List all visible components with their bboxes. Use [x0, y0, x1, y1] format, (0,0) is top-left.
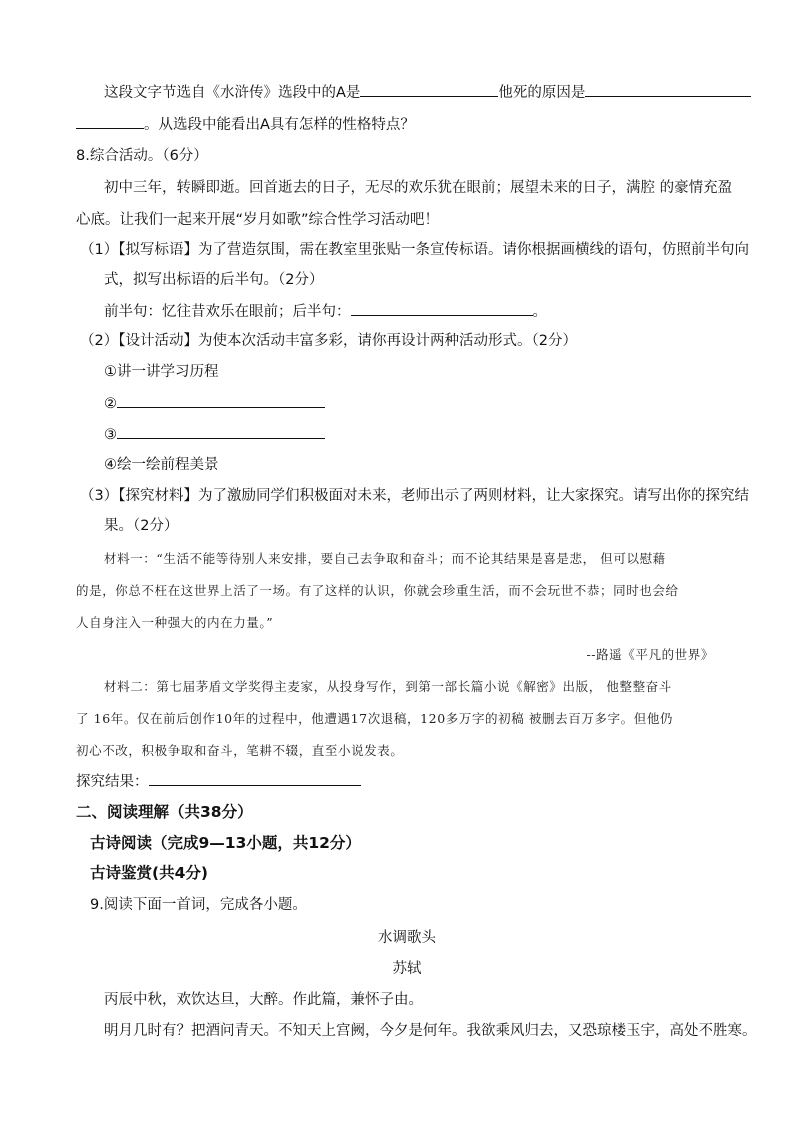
activity-item-4: ④绘一绘前程美景 [104, 457, 219, 473]
slogan-prefix: 前半句：忆往昔欢乐在眼前；后半句： [104, 304, 351, 320]
material1-source: --路遥《平凡的世界》 [586, 647, 714, 662]
q8-heading: 8.综合活动。（6分） [76, 148, 208, 164]
poem-preface: 丙辰中秋，欢饮达旦，大醉。作此篇，兼怀子由。 [104, 992, 423, 1008]
section2-heading: 二、阅读理解（共38分） [76, 803, 253, 821]
answer-blank-a[interactable] [360, 82, 498, 97]
activity-item-2 [104, 393, 325, 414]
q8-intro-1: 初中三年，转瞬即逝。回首逝去的日子，无尽的欢乐犹在眼前；展望未来的日子，满腔 的豪情充盈 [104, 180, 733, 196]
material1-line-2: 的是，你总不枉在这世界上活了一场。有了这样的认识，你就会珍重生活，而不会玩世不恭；同时也会给 [76, 583, 679, 598]
q8-part1-line-2: 式，拟写出标语的后半句。（2分） [104, 272, 324, 288]
poem-line-1: 明月几时有？把酒问青天。不知天上宫阙，今夕是何年。我欲乘风归去，又恐琼楼玉宇，高处不胜寒。 [104, 1023, 757, 1039]
material1-line-1: 材料一：“生活不能等待别人来安排，要自己去争取和奋斗；而不论其结果是喜是悲， 但可以慰藉 [104, 551, 666, 566]
q8-part3-line-2: 果。（2分） [104, 518, 179, 534]
slogan-blank[interactable] [351, 301, 533, 316]
answer-blank-reason-cont[interactable] [76, 114, 144, 129]
activity-item-2-label: ② [104, 396, 117, 412]
q9-heading: 9.阅读下面一首词，完成各小题。 [90, 897, 307, 913]
q7-prefix: 这段文字节选自《水浒传》选段中的A是 [104, 85, 361, 101]
q8-part1-line-3 [104, 301, 547, 322]
q7-mid: 他死的原因是 [498, 85, 586, 101]
poem-title: 水调歌头 [378, 930, 436, 946]
q7-suffix: 。从选段中能看出A具有怎样的性格特点？ [144, 117, 415, 133]
q8-intro-2: 心底。让我们一起来开展“岁月如歌”综合性学习活动吧！ [76, 212, 440, 228]
activity-item-3 [104, 424, 325, 445]
q8-part3-line-1: （3）【探究材料】为了激励同学们积极面对未来，老师出示了两则材料，让大家探究。请写出你的探究结 [80, 488, 749, 504]
answer-blank-reason[interactable] [585, 82, 751, 97]
material1-line-3: 人自身注入一种强大的内在力量。” [76, 615, 274, 630]
result-line [76, 771, 361, 792]
q8-part2-line-1: （2）【设计活动】为使本次活动丰富多彩，请你再设计两种活动形式。（2分） [80, 333, 577, 349]
material2-line-1: 材料二：第七届茅盾文学奖得主麦家，从投身写作，到第一部长篇小说《解密》出版， 他整整奋斗 [104, 679, 672, 694]
result-label: 探究结果： [76, 774, 149, 790]
activity-blank-3[interactable] [117, 424, 325, 439]
section2-sub1: 古诗阅读（完成9—13小题，共12分） [90, 834, 361, 852]
q7-line-1 [104, 82, 751, 103]
result-blank[interactable] [149, 771, 361, 786]
activity-item-1: ①讲一讲学习历程 [104, 364, 219, 380]
section2-sub2: 古诗鉴赏(共4分) [90, 864, 208, 882]
slogan-suffix: 。 [532, 304, 547, 320]
poem-author: 苏轼 [392, 961, 422, 977]
material2-line-3: 初心不改，积极争取和奋斗，笔耕不辍，直至小说发表。 [76, 743, 404, 758]
q8-part1-line-1: （1）【拟写标语】为了营造氛围，需在教室里张贴一条宣传标语。请你根据画横线的语句，仿照前半句向 [80, 242, 749, 258]
q7-line-2 [76, 114, 415, 135]
activity-blank-2[interactable] [117, 393, 325, 408]
activity-item-3-label: ③ [104, 427, 117, 443]
material2-line-2: 了 16年。仅在前后创作10年的过程中，他遭遇17次退稿，120多万字的初稿 被删去百万多字。但他仍 [76, 711, 674, 726]
